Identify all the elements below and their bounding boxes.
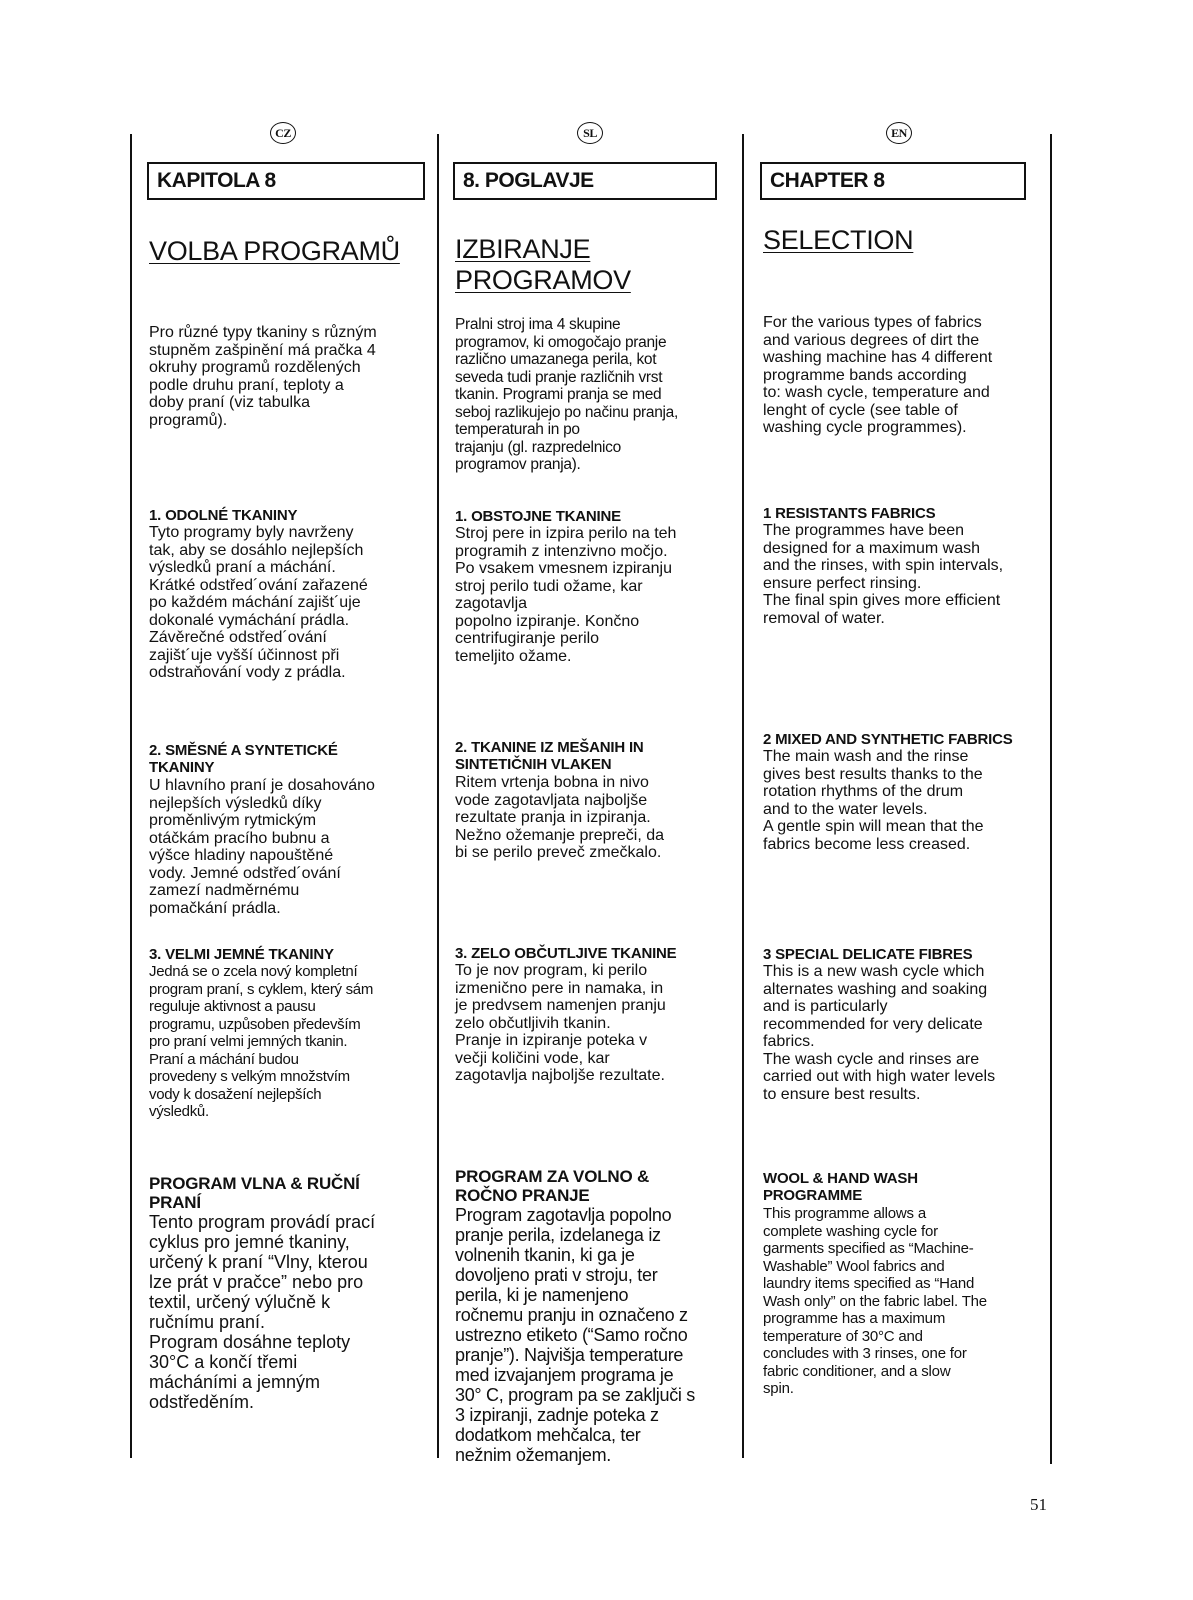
column-divider-middle-right	[742, 134, 744, 1458]
section4-text-cz: Tento program provádí prací cyklus pro jemné tkaniny, určený k praní “Vlny, kterou lze prát v pračce” nebo pro textil, určený výlučně k ručnímu praní. Program dosáhne teploty 30°C a končí třemi mácháními a jemným odstředěním.	[149, 1212, 376, 1412]
section3-heading-en: 3 SPECIAL DELICATE FIBRES	[763, 946, 973, 963]
section3-heading-cz: 3. VELMI JEMNÉ TKANINY	[149, 946, 334, 963]
section4-heading-en: WOOL & HAND WASH PROGRAMME	[763, 1170, 918, 1204]
column-divider-middle-left	[437, 134, 439, 1458]
section3-heading-sl: 3. ZELO OBČUTLJIVE TKANINE	[455, 945, 677, 962]
chapter-box-en: CHAPTER 8	[760, 162, 1026, 200]
chapter-box-sl: 8. POGLAVJE	[453, 162, 717, 200]
section1-heading-cz: 1. ODOLNÉ TKANINY	[149, 507, 298, 524]
section4-heading-sl: PROGRAM ZA VOLNO & ROČNO PRANJE	[455, 1167, 650, 1205]
section4-text-sl: Program zagotavlja popolno pranje perila, izdelanega iz volnenih tkanin, ki ga je dovoljeno prati v stroju, ter perila, ki je namenjeno ročnemu pranju in označeno z ustrezno etiketo (“Samo ročno pranje”). Najvišja temperature med izvajanjem programa je 30° C, program pa se zaključi s 3 izpiranji, zadnje poteka z dodatkom mehčalca, ter nežnim ožemanjem.	[455, 1205, 696, 1465]
section3-text-en: This is a new wash cycle which alternates washing and soaking and is particularly recommended for very delicate fabrics. The wash cycle and rinses are carried out with high water levels to ensure best results.	[763, 963, 996, 1103]
section2-text-en: The main wash and the rinse gives best results thanks to the rotation rhythms of the drum and to the water levels. A gentle spin will mean that the fabrics become less creased.	[763, 748, 984, 853]
chapter-box-cz: KAPITOLA 8	[147, 162, 425, 200]
section1-text-sl: Stroj pere in izpira perilo na teh programih z intenzivno močjo. Po vsakem vmesnem izpiranju stroj perilo tudi ožame, kar zagotavlja popolno izpiranje. Končno centrifugiranje perilo temeljito ožame.	[455, 525, 677, 665]
intro-text-en: For the various types of fabrics and various degrees of dirt the washing machine has 4 different programme bands according to: wash cycle, temperature and lenght of cycle (see table of washing cycle programmes).	[763, 314, 993, 436]
section1-heading-en: 1 RESISTANTS FABRICS	[763, 505, 936, 522]
section-title-sl: IZBIRANJE PROGRAMOV	[455, 234, 631, 295]
section3-text-cz: Jedná se o zcela nový kompletní program praní, s cyklem, který sám reguluje aktivnost a pausu programu, uzpůsoben především pro praní velmi jemných tkanin. Praní a máchání budou provedeny s velkým množstvím vody k dosažení nejlepších výsledků.	[149, 963, 374, 1120]
section1-text-en: The programmes have been designed for a maximum wash and the rinses, with spin intervals, ensure perfect rinsing. The final spin gives more efficient removal of water.	[763, 522, 1004, 627]
section1-heading-sl: 1. OBSTOJNE TKANINE	[455, 508, 621, 525]
page-number: 51	[1030, 1495, 1047, 1514]
section1-text-cz: Tyto programy byly navrženy tak, aby se dosáhlo nejlepších výsledků praní a máchání. Krátké odstřed´ování zařazené po každém máchání zajišt´uje dokonalé vymáchání prádla. Závěrečné odstřed´ování zajišt´uje vyšší účinnost při odstraňování vody z prádla.	[149, 524, 368, 681]
section2-heading-en: 2 MIXED AND SYNTHETIC FABRICS	[763, 731, 1013, 748]
section2-heading-cz: 2. SMĚSNÉ A SYNTETICKÉ TKANINY	[149, 742, 338, 776]
section2-text-cz: U hlavního praní je dosahováno nejlepších výsledků díky proměnlivým rytmickým otáčkám pracího bubnu a výšce hladiny napouštěné vody. Jemné odstřed´ování zamezí nadměrnému pomačkání prádla.	[149, 777, 375, 917]
intro-text-sl: Pralni stroj ima 4 skupine programov, ki omogočajo pranje različno umazanega perila, kot seveda tudi pranje različnih vrst tkanin. Programi pranja se med seboj razlikujejo po načinu pranja, temperaturah in po trajanju (gl. razpredelnico programov pranja).	[455, 316, 679, 473]
section2-heading-sl: 2. TKANINE IZ MEŠANIH IN SINTETIČNIH VLAKEN	[455, 739, 644, 773]
column-divider-right	[1050, 134, 1052, 1464]
language-badge-en: EN	[886, 122, 912, 144]
section4-text-en: This programme allows a complete washing cycle for garments specified as “Machine- Washable” Wool fabrics and laundry items specified as “Hand Wash only” on the fabric label. The programme has a maximum temperature of 30°C and concludes with 3 rinses, one for fabric conditioner, and a slow spin.	[763, 1205, 987, 1397]
section-title-en: SELECTION	[763, 225, 914, 255]
section4-heading-cz: PROGRAM VLNA & RUČNÍ PRANÍ	[149, 1174, 360, 1212]
language-badge-sl: SL	[577, 122, 603, 144]
section2-text-sl: Ritem vrtenja bobna in nivo vode zagotavljata najboljše rezultate pranja in izpiranja. Nežno ožemanje prepreči, da bi se perilo preveč zmečkalo.	[455, 774, 665, 861]
column-divider-left	[130, 134, 132, 1458]
section3-text-sl: To je nov program, ki perilo izmenično pere in namaka, in je predvsem namenjen pranju zelo občutljivih tkanin. Pranje in izpiranje poteka v večji količini vode, kar zagotavlja najboljše rezultate.	[455, 962, 666, 1084]
intro-text-cz: Pro různé typy tkaniny s různým stupněm zašpinění má pračka 4 okruhy programů rozdělených podle druhu praní, teploty a doby praní (viz tabulka programů).	[149, 324, 377, 429]
section-title-cz: VOLBA PROGRAMŮ	[149, 236, 400, 266]
language-badge-cz: CZ	[270, 122, 296, 144]
